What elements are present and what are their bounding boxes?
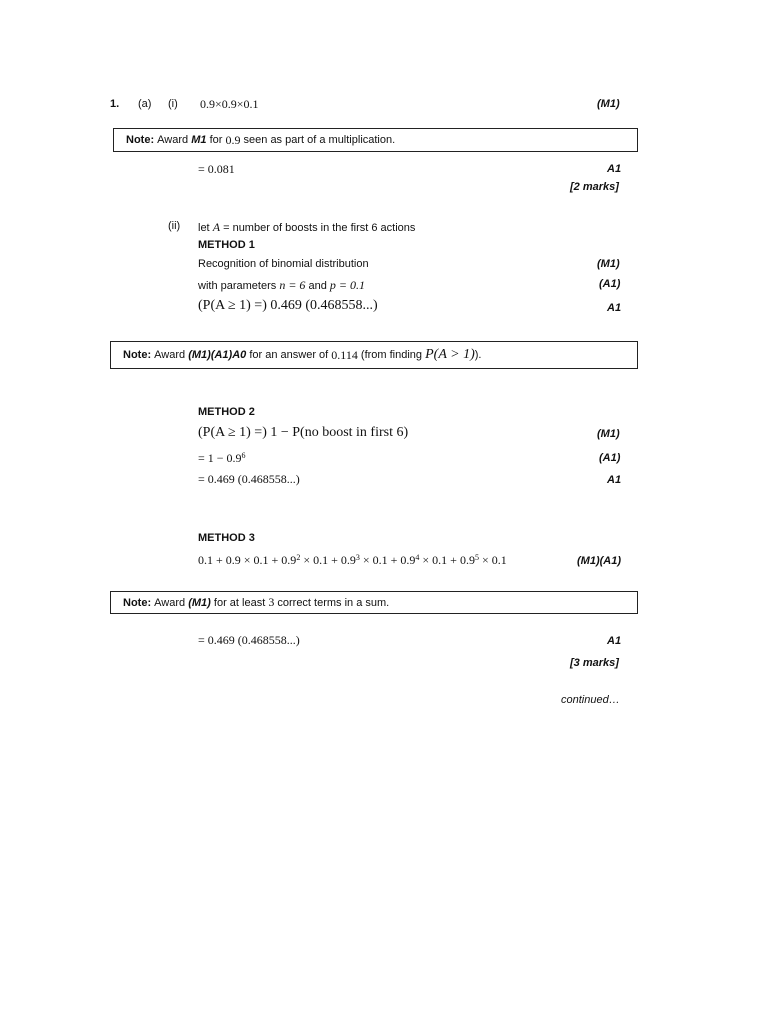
note-value: 0.9	[225, 132, 241, 147]
part-i-result-mark: A1	[607, 163, 622, 175]
power-exponent: 6	[241, 451, 246, 460]
definition-text: let	[198, 222, 210, 234]
parameter-p: p = 0.1	[329, 278, 366, 292]
method-1-line-3-mark: A1	[607, 302, 622, 314]
power-base: = 1 − 0.9	[198, 451, 242, 465]
method-1-line-3: (P(A ≥ 1) =) 0.469 (0.468558...)	[198, 298, 378, 313]
definition-variable: A	[212, 220, 221, 234]
method-2-line-2	[198, 451, 246, 466]
part-i-mark: (M1)	[597, 98, 620, 110]
note-text: seen as part of a multiplication.	[243, 134, 396, 146]
note-text: Award	[154, 349, 186, 361]
note-box-1	[113, 128, 638, 152]
sum-term: × 0.1	[478, 553, 507, 567]
note-mark: (M1)	[188, 596, 211, 609]
sum-term: × 0.1 + 0.9	[419, 553, 475, 567]
note-mark: M1	[191, 134, 207, 146]
sum-exponent: 5	[474, 553, 479, 562]
parameter-n: n = 6	[279, 278, 306, 292]
method-2-heading: METHOD 2	[198, 406, 255, 418]
method-2-line-2-mark: (A1)	[599, 452, 621, 464]
note-text: correct terms in a sum.	[277, 596, 390, 609]
part-i-expression: 0.9×0.9×0.1	[200, 97, 259, 111]
note-value: 0.114	[331, 347, 358, 362]
part-ii-total-marks: [3 marks]	[570, 657, 619, 669]
part-i-result: = 0.081	[198, 162, 235, 176]
note-box-3	[110, 591, 638, 614]
parameters-text: with parameters	[198, 280, 277, 292]
note-text: for	[209, 134, 223, 146]
sum-term: 0.1 + 0.9 × 0.1 + 0.9	[198, 553, 297, 567]
sum-exponent: 3	[355, 553, 360, 562]
method-3-sum	[198, 553, 507, 568]
method-2-line-3-mark: A1	[607, 474, 622, 486]
definition-text: = number of boosts in the first 6 actions	[223, 222, 416, 234]
method-2-line-3: = 0.469 (0.468558...)	[198, 472, 300, 486]
sum-exponent: 2	[296, 553, 301, 562]
sum-exponent: 4	[415, 553, 420, 562]
part-ii-definition	[198, 220, 415, 235]
method-1-heading: METHOD 1	[198, 239, 255, 251]
method-2-line-1: (P(A ≥ 1) =) 1 − P(no boost in first 6)	[198, 425, 409, 440]
note-text: (from finding	[360, 349, 423, 361]
note-expression: P(A > 1)	[425, 347, 475, 362]
note-text: Award	[154, 596, 186, 609]
note-mark: (M1)(A1)A0	[188, 349, 247, 361]
note-value: 3	[268, 595, 275, 609]
continued-label: continued…	[561, 694, 620, 706]
note-label: Note:	[123, 349, 152, 361]
part-ii-result-mark: A1	[607, 635, 622, 647]
part-label-a: (a)	[138, 98, 152, 110]
method-1-line-1: Recognition of binomial distribution	[198, 258, 369, 270]
part-i-total-marks: [2 marks]	[570, 181, 619, 193]
parameters-text: and	[308, 280, 327, 292]
sum-term: × 0.1 + 0.9	[359, 553, 416, 567]
part-label-i: (i)	[168, 98, 178, 110]
part-ii-result: = 0.469 (0.468558...)	[198, 633, 300, 647]
note-text: ).	[474, 349, 482, 361]
note-text: for at least	[213, 596, 266, 609]
method-1-line-2-mark: (A1)	[599, 278, 621, 290]
note-text: for an answer of	[249, 349, 329, 361]
method-3-heading: METHOD 3	[198, 532, 255, 544]
method-1-line-1-mark: (M1)	[597, 258, 620, 270]
part-label-ii: (ii)	[168, 220, 181, 232]
note-label: Note:	[126, 134, 155, 146]
note-box-2	[110, 341, 638, 369]
method-3-sum-mark: (M1)(A1)	[577, 555, 621, 567]
sum-term: × 0.1 + 0.9	[300, 553, 356, 567]
question-number: 1.	[110, 98, 120, 110]
note-text: Award	[157, 134, 189, 146]
note-label: Note:	[123, 596, 152, 609]
method-1-line-2	[198, 278, 365, 293]
method-2-line-1-mark: (M1)	[597, 428, 620, 440]
